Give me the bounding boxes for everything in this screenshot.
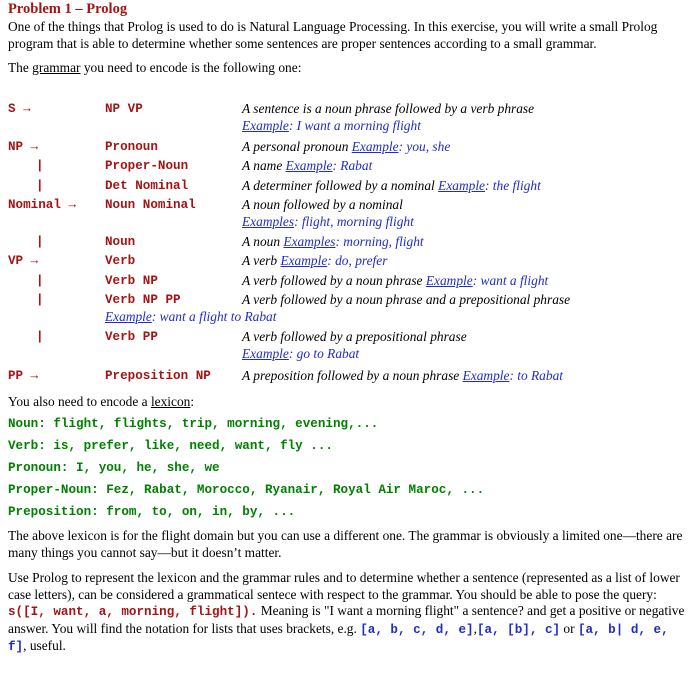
grammar-intro-pre: The: [8, 60, 33, 75]
rule-lhs: PP →: [8, 369, 39, 383]
rule-example: Example: want a flight to Rabat: [105, 309, 277, 324]
rule-rhs: Noun: [105, 235, 136, 249]
rule-description: A verb followed by a prepositional phrase Example: go to Rabat: [242, 329, 467, 361]
example-link[interactable]: Example: [438, 178, 485, 193]
rule-rhs: Noun Nominal: [105, 198, 196, 212]
rule-lhs: S →: [8, 102, 31, 116]
example-link[interactable]: Example: [105, 309, 152, 324]
grammar-intro-post: you need to encode is the following one:: [80, 60, 302, 75]
lexicon-verb: Verb: is, prefer, like, need, want, fly ...: [8, 439, 333, 453]
rule-bar: |: [36, 293, 44, 307]
intro-paragraph: One of the things that Prolog is used to do is Natural Language Processing. In this exercise, you will write a small Prolog program that is able to determine whether some sentences are proper sentences according to a small grammar.: [8, 19, 658, 51]
rule-rhs: Verb PP: [105, 330, 158, 344]
rule-description: A noun Examples: morning, flight: [242, 234, 424, 249]
rule-bar: |: [36, 274, 44, 288]
lexicon-intro: You also need to encode a lexicon:: [8, 394, 195, 409]
lexicon-noun: Noun: flight, flights, trip, morning, evening,...: [8, 417, 379, 431]
rule-rhs: Preposition NP: [105, 369, 211, 383]
rule-rhs: Verb NP: [105, 274, 158, 288]
rule-description: A verb followed by a noun phrase and a prepositional phrase: [242, 292, 571, 307]
example-link[interactable]: Example: [285, 158, 333, 173]
rule-rhs: Det Nominal: [105, 179, 189, 193]
list-example-2: [a, [b], c]: [476, 622, 561, 637]
lexicon-proper-noun: Proper-Noun: Fez, Rabat, Morocco, Ryanair, Royal Air Maroc, ...: [8, 483, 485, 497]
rule-lhs: Nominal →: [8, 198, 77, 212]
rule-lhs: NP →: [8, 140, 39, 154]
rule-description: A noun followed by a nominal Examples: flight, morning flight: [242, 197, 414, 229]
example-link[interactable]: Example: [280, 253, 328, 268]
example-link[interactable]: Examples: [283, 234, 336, 249]
rule-bar: |: [36, 235, 44, 249]
task-paragraph: Use Prolog to represent the lexicon and the grammar rules and to determine whether a sentence (represented as a list of lower case letters), can be considered a grammatical sentece with respect to the grammar. You should be able to pose the query: s([I, want, a, morning, flight]). Meaning is "I want a morning flight" a sentence? and get a positive or negative answer. You will find the notation for lists that uses brackets, e.g. [a, b, c, d, e],[a, [b], c] or [a, b| d, e, f], useful.: [8, 570, 685, 654]
page-title: Problem 1 – Prolog: [8, 1, 128, 17]
lexicon-term: lexicon: [150, 394, 191, 409]
rule-description: A preposition followed by a noun phrase Example: to Rabat: [242, 368, 563, 383]
example-link[interactable]: Example: [462, 368, 510, 383]
rule-description: A personal pronoun Example: you, she: [242, 139, 451, 154]
rule-description: A determiner followed by a nominal Example: the flight: [242, 178, 541, 193]
example-link[interactable]: Example: [242, 345, 289, 361]
rule-rhs: NP VP: [105, 102, 143, 116]
example-link[interactable]: Examples: [242, 213, 295, 229]
lexicon-pronoun: Pronoun: I, you, he, she, we: [8, 461, 220, 475]
lexicon-preposition: Preposition: from, to, on, in, by, ...: [8, 505, 296, 519]
document-page: [8, 0, 688, 654]
rule-rhs: Verb NP PP: [105, 293, 181, 307]
list-example-3: [a, b| d, e, f]: [8, 622, 669, 654]
rule-bar: |: [36, 159, 44, 173]
rule-rhs: Proper-Noun: [105, 159, 189, 173]
rule-description: A verb followed by a noun phrase Example: want a flight: [242, 273, 549, 288]
query-code: s([I, want, a, morning, flight]).: [8, 605, 258, 619]
rule-description: A sentence is a noun phrase followed by a verb phrase Example: I want a morning flight: [242, 101, 535, 133]
rule-rhs: Pronoun: [105, 140, 158, 154]
grammar-intro: [8, 60, 688, 77]
example-link[interactable]: Example: [351, 139, 399, 154]
rule-rhs: Verb: [105, 254, 136, 268]
rule-description: A verb Example: do, prefer: [242, 253, 388, 268]
grammar-term: grammar: [32, 60, 81, 75]
rule-bar: |: [36, 330, 44, 344]
list-example-1: [a, b, c, d, e]: [360, 622, 474, 637]
rule-bar: |: [36, 179, 44, 193]
example-link[interactable]: Example: [425, 273, 473, 288]
lexicon-note: The above lexicon is for the flight domain but you can use a different one. The grammar is obviously a limited one—there are many things you cannot say—but it doesn’t matter.: [8, 528, 683, 560]
example-link[interactable]: Example: [242, 117, 289, 133]
rule-lhs: VP →: [8, 254, 39, 268]
rule-description: A name Example: Rabat: [242, 158, 373, 173]
